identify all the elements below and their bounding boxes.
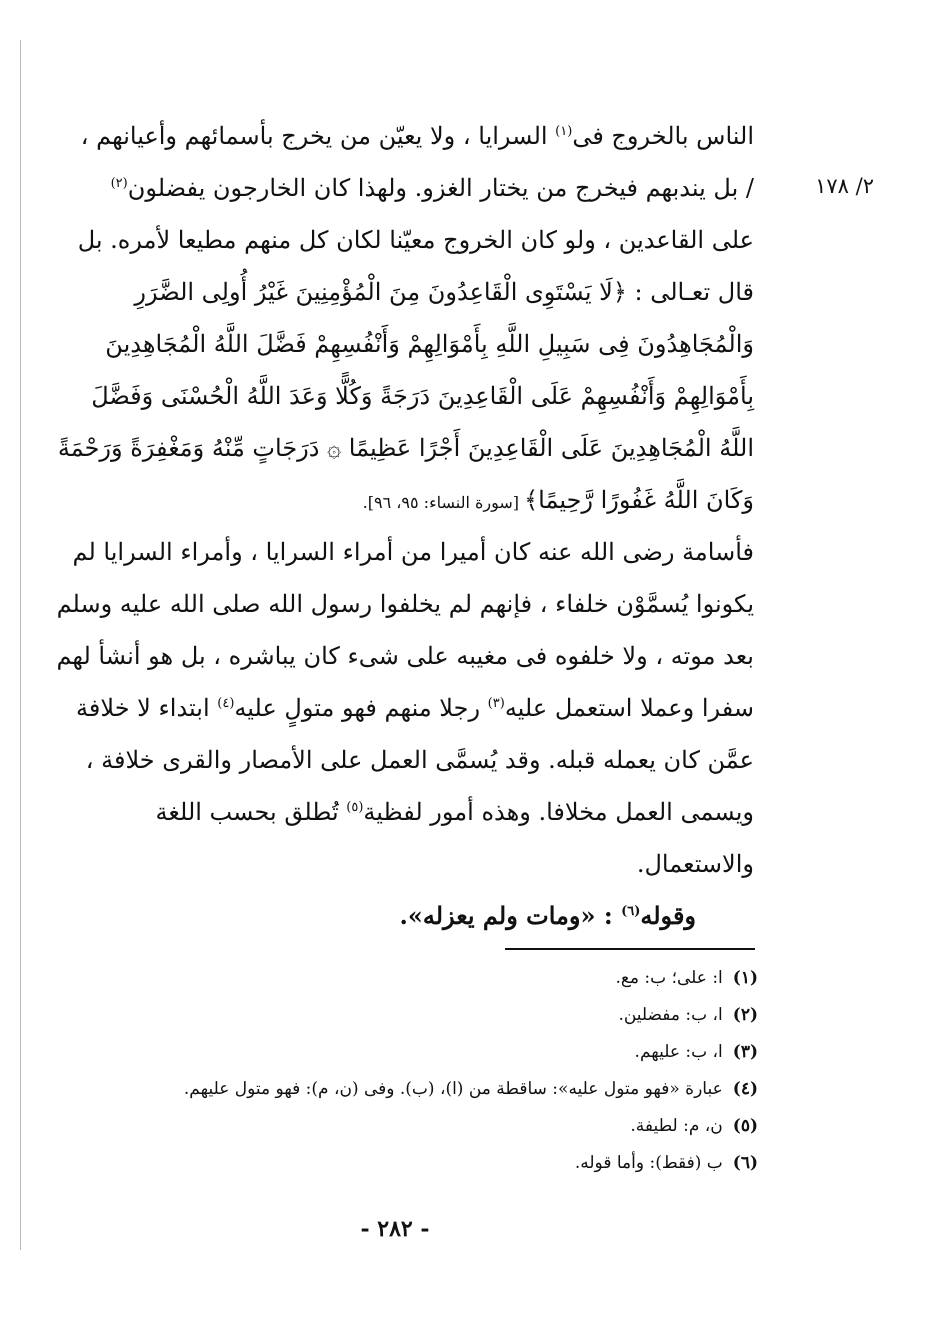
- footnote: [100, 1034, 758, 1071]
- footnote: [100, 1145, 758, 1182]
- footnote-ref[interactable]: (١): [555, 124, 573, 139]
- text-span: سفرا وعملا استعمل عليه: [504, 694, 754, 722]
- text-span: : «ومات ولم يعزله».: [399, 901, 622, 930]
- text-span: ويسمى العمل مخلافا. وهذه أمور لفظية: [363, 798, 754, 826]
- footnote-ref[interactable]: (٢): [110, 176, 128, 191]
- quran-verse-line: [150, 474, 754, 526]
- footnote-number: (١): [732, 968, 758, 988]
- text-span: الناس بالخروج فى: [572, 122, 754, 150]
- footnotes: [100, 960, 758, 1182]
- footnote-ref[interactable]: (٣): [487, 696, 505, 711]
- quran-verse-line: قال تعـالى : ﴿لَا يَسْتَوِى الْقَاعِدُونَ مِنَ الْمُؤْمِنِينَ غَيْرُ أُولِى الضَّرَرِ: [134, 278, 754, 306]
- text-line: [76, 682, 754, 734]
- text-span: ابتداء لا خلافة: [76, 694, 218, 722]
- footnote-number: (٥): [732, 1116, 758, 1136]
- text-line: بعد موته ، ولا خلفوه فى مغيبه على شىء كان يباشره ، بل هو أنشأ لهم: [56, 642, 754, 670]
- footnote: [100, 997, 758, 1034]
- footnote: [100, 1108, 758, 1145]
- footnote: [100, 960, 758, 997]
- footnote-number: (٢): [732, 1005, 758, 1025]
- text-line: [150, 786, 754, 838]
- footnote: [100, 1071, 758, 1108]
- text-line: والاستعمال.: [636, 850, 754, 878]
- text-span: تُطلق بحسب اللغة: [155, 798, 347, 826]
- text-line: [80, 110, 754, 162]
- text-line: على القاعدين ، ولو كان الخروج معيّنا لكان كل منهم مطيعا لأمره. بل: [77, 226, 754, 254]
- text-span: وقوله: [640, 901, 696, 930]
- footnote-text: ن، م: لطيفة.: [630, 1116, 723, 1136]
- footnote-text: ا، ب: عليهم.: [634, 1042, 723, 1062]
- text-line: عمَّن كان يعمله قبله. وقد يُسمَّى العمل على الأمصار والقرى خلافة ،: [85, 746, 754, 774]
- footnote-text: ا، ب: مفضلين.: [618, 1005, 723, 1025]
- verse-citation: [سورة النساء: ٩٥، ٩٦].: [362, 493, 525, 512]
- text-line: [110, 162, 754, 214]
- quoted-phrase: [150, 890, 696, 942]
- footnote-number: (٦): [732, 1153, 758, 1173]
- margin-reference: ٢/ ١٧٨: [815, 174, 874, 198]
- footnote-text: ب (فقط): وأما قوله.: [574, 1153, 723, 1173]
- footnote-divider: [505, 948, 755, 950]
- scan-edge-line: [20, 40, 21, 1250]
- footnote-number: (٣): [732, 1042, 758, 1062]
- footnote-ref[interactable]: (٥): [346, 800, 364, 815]
- footnote-ref[interactable]: (٤): [217, 696, 235, 711]
- quran-verse-line: بِأَمْوَالِهِمْ وَأَنْفُسِهِمْ عَلَى الْقَاعِدِينَ دَرَجَةً وَكُلًّا وَعَدَ اللَّهُ الْحُسْنَى وَفَضَّلَ: [91, 382, 754, 410]
- footnote-number: (٤): [732, 1079, 758, 1099]
- text-line: فأسامة رضى الله عنه كان أميرا من أمراء السرايا ، وأمراء السرايا لم: [72, 538, 754, 566]
- footnote-text: عبارة «فهو متول عليه»: ساقطة من (ا)، (ب). وفى (ن، م): فهو متول عليهم.: [183, 1079, 723, 1099]
- footnote-ref[interactable]: (٦): [621, 904, 641, 919]
- footnote-text: ا: على؛ ب: مع.: [615, 968, 723, 988]
- text-line: يكونوا يُسمَّوْن خلفاء ، فإنهم لم يخلفوا رسول الله صلى الله عليه وسلم: [56, 590, 754, 618]
- text-span: وَكَانَ اللَّهُ غَفُورًا رَّحِيمًا﴾: [524, 486, 754, 514]
- page-number: - ٢٨٢ -: [360, 1216, 430, 1242]
- main-text: [56, 110, 754, 890]
- text-span: / بل يندبهم فيخرج من يختار الغزو. ولهذا كان الخارجون يفضلون: [127, 174, 754, 202]
- text-span: السرايا ، ولا يعيّن من يخرج بأسمائهم وأعيانهم ،: [80, 122, 556, 150]
- quran-verse-line: وَالْمُجَاهِدُونَ فِى سَبِيلِ اللَّهِ بِأَمْوَالِهِمْ وَأَنْفُسِهِمْ فَضَّلَ اللَّهُ الْمُجَاهِدِينَ: [105, 330, 754, 358]
- text-span: رجلا منهم فهو متولٍ عليه: [234, 694, 488, 722]
- quran-verse-line: اللَّهُ الْمُجَاهِدِينَ عَلَى الْقَاعِدِينَ أَجْرًا عَظِيمًا ۞ دَرَجَاتٍ مِّنْهُ وَمَغْفِرَةً وَرَحْمَةً: [57, 434, 754, 462]
